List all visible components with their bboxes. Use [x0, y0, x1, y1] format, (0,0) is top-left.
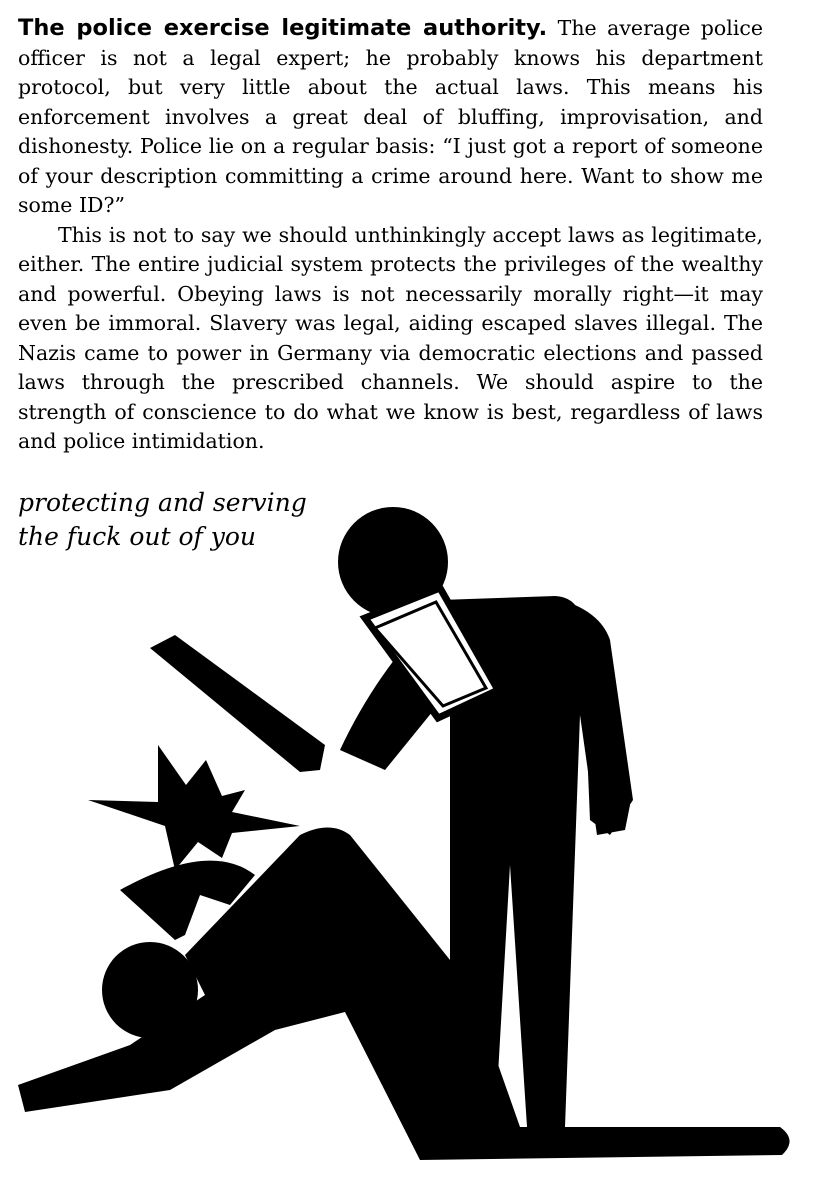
caption-line-1: protecting and serving	[18, 488, 307, 517]
impact-burst-icon	[88, 745, 300, 870]
baton-icon	[150, 635, 325, 772]
paragraph-1-text: The average police officer is not a legal expert; he probably knows his department protocol, but very little about the actual laws. This means his enforcement involves a great deal of bluffing, improvisation, and dishonesty. Police lie on a regular basis: “I just got a report of someone of your description committing a crime around here. Want to show me some ID?”	[18, 16, 763, 217]
caption-line-2: the fuck out of you	[18, 522, 257, 551]
paragraph-2: This is not to say we should unthinkingly accept laws as legitimate, either. The entire judicial system protects the privileges of the wealthy and powerful. Obeying laws is not necessarily morally right—it may even be immoral. Slavery was legal, aiding escaped slaves illegal. The Nazis came to power in Germany via democratic elections and passed laws through the prescribed channels. We should aspire to the strength of conscience to do what we know is best, regardless of laws and police intimidation.	[18, 222, 763, 453]
lead-heading: The police exercise legitimate authority.	[18, 15, 548, 41]
